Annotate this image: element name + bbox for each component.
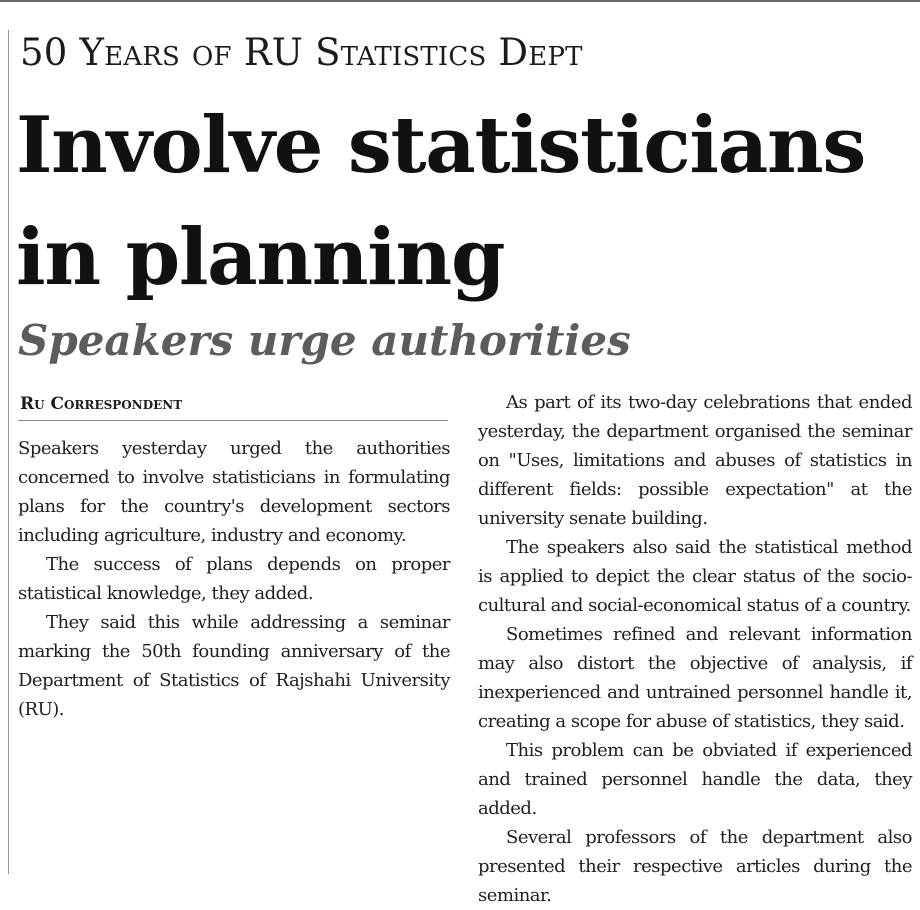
paragraph: Several professors of the department also presented their respective articles during the seminar. [478, 827, 912, 906]
byline: Ru Correspondent [20, 394, 183, 414]
kicker-title: 50 Years of RU Statistics Dept [20, 31, 583, 74]
paragraph: The speakers also said the statistical method is applied to depict the clear status of the socio-cultural and social-economical status of a country. [478, 537, 912, 616]
top-border-rule [0, 0, 920, 2]
subheadline: Speakers urge authorities [18, 316, 631, 365]
paragraph: The success of plans depends on proper statistical knowledge, they added. [18, 554, 450, 604]
paragraph: Speakers yesterday urged the authorities concerned to involve statisticians in formulating plans for the country's development sectors including agriculture, industry and economy. [18, 438, 450, 546]
left-column-rule [8, 30, 9, 874]
article-column-right [478, 388, 912, 910]
paragraph: This problem can be obviated if experienced and trained personnel handle the data, they added. [478, 740, 912, 819]
article-column-left [18, 434, 450, 724]
headline: Involve statisticians in planning [16, 100, 865, 303]
paragraph: As part of its two-day celebrations that ended yesterday, the department organised the seminar on "Uses, limitations and abuses of statistics in different fields: possible expectation" at the university senate building. [478, 392, 912, 529]
byline-divider [18, 420, 448, 421]
paragraph: They said this while addressing a seminar marking the 50th founding anniversary of the Department of Statistics of Rajshahi University (RU). [18, 612, 450, 720]
paragraph: Sometimes refined and relevant information may also distort the objective of analysis, if inexperienced and untrained personnel handle it, creating a scope for abuse of statistics, they said. [478, 624, 912, 732]
